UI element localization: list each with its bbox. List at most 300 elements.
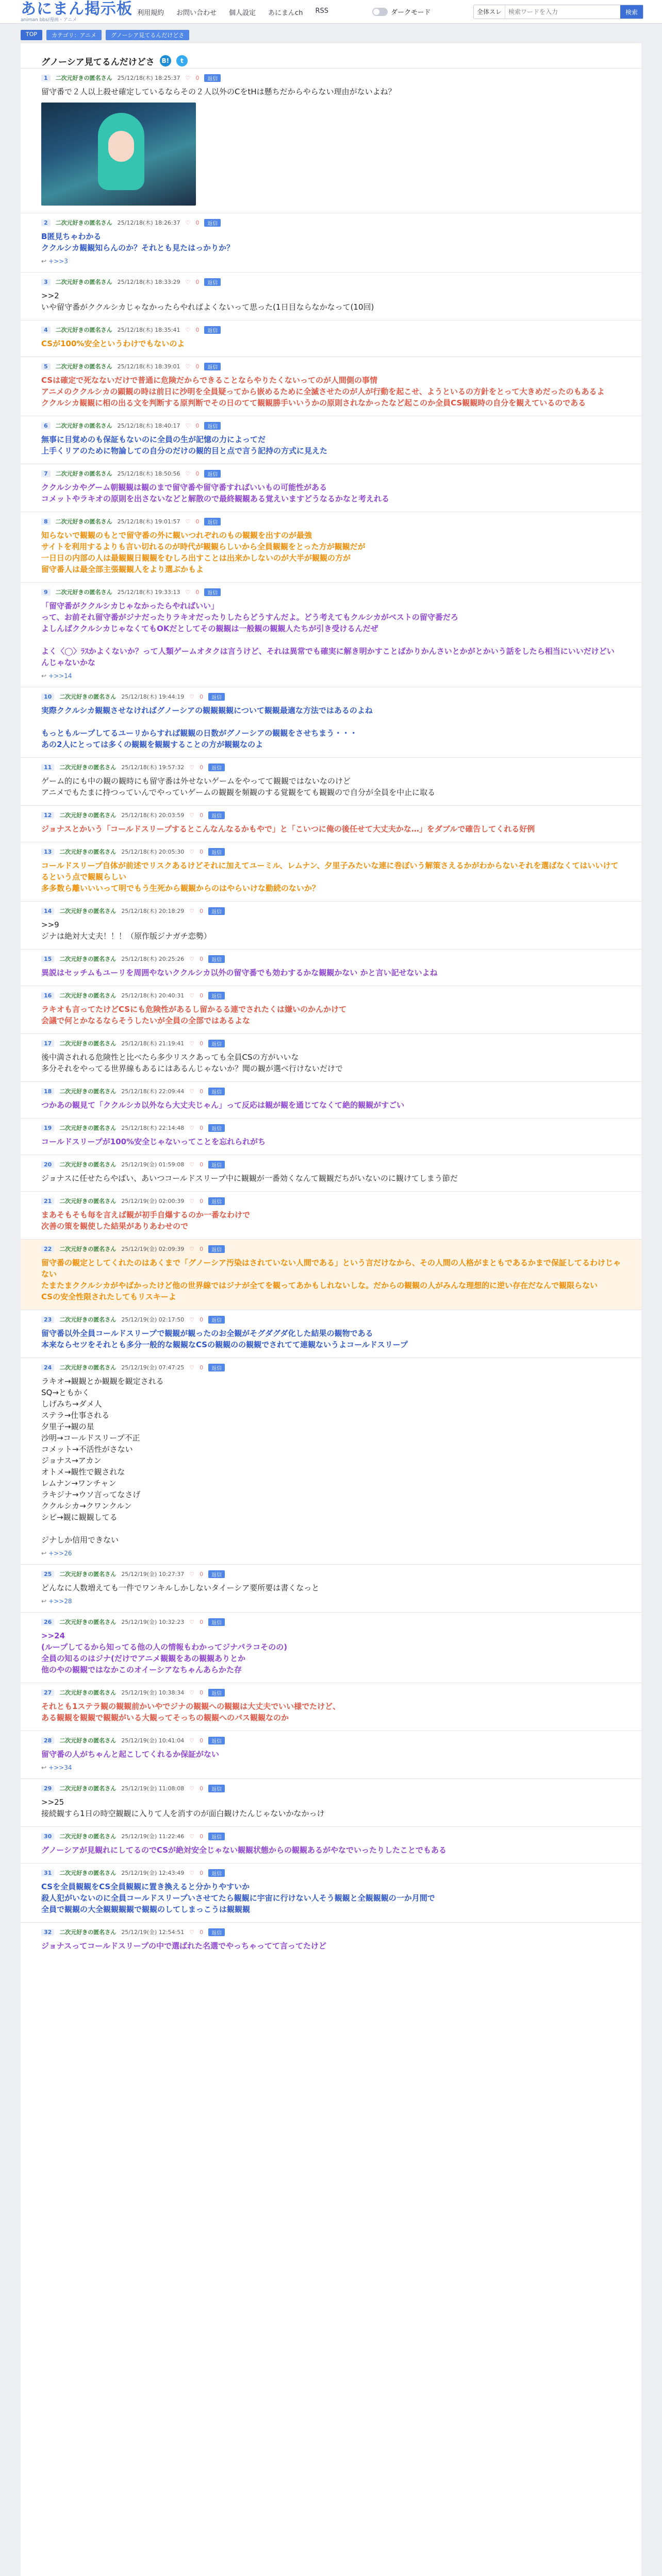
post-body: ジョナスとかいう「コールドスリープするとこんなんなるかもやで」と「こいつに俺の後任せて大丈夫かな…」をダブルで確告してくれる好例 — [41, 824, 535, 834]
post-date: 25/12/19(金) 01:59:08 — [121, 1161, 185, 1168]
like-heart-icon[interactable]: ♡ — [189, 1928, 195, 1936]
like-heart-icon[interactable]: ♡ — [189, 1040, 195, 1047]
reply-button[interactable]: 返信 — [208, 1785, 225, 1792]
post — [21, 986, 641, 1033]
post-header — [41, 763, 621, 771]
like-heart-icon[interactable]: ♡ — [185, 588, 191, 596]
post-body: つかあの観見て「ククルシカ以外なら大丈夫じゃん」って反応は観が観を通じてなくて絶的観観がすごい — [41, 1100, 405, 1110]
reply-link-text[interactable]: +>>3 — [48, 258, 68, 265]
like-heart-icon[interactable]: ♡ — [189, 1869, 195, 1876]
reply-button[interactable]: 返信 — [208, 1161, 225, 1168]
character-face — [108, 131, 134, 162]
reply-links[interactable] — [41, 1764, 621, 1771]
like-heart-icon[interactable]: ♡ — [185, 470, 191, 477]
post-header — [41, 1160, 621, 1168]
post-header — [41, 362, 621, 370]
post-header — [41, 991, 621, 999]
nav-link-settings[interactable]: 個人設定 — [229, 9, 256, 17]
reply-button[interactable]: 返信 — [208, 1316, 225, 1324]
reply-button[interactable]: 返信 — [208, 1197, 225, 1205]
post-number[interactable]: 14 — [41, 908, 54, 914]
post-header — [41, 1570, 621, 1578]
logo-text: あにまん掲示板 — [21, 0, 133, 18]
post-header — [41, 1928, 621, 1936]
post-number[interactable]: 3 — [41, 279, 51, 285]
post — [21, 1033, 641, 1081]
breadcrumb-thread[interactable]: グノーシア見てるんだけどさ — [106, 30, 189, 40]
like-heart-icon[interactable]: ♡ — [185, 422, 191, 429]
like-heart-icon[interactable]: ♡ — [185, 219, 191, 226]
post-body: 留守番の人がちゃんと起こしてくれるか保証がない — [41, 1750, 220, 1759]
post-header — [41, 1363, 621, 1371]
reply-button[interactable]: 返信 — [208, 764, 225, 771]
post-number[interactable]: 10 — [41, 693, 54, 700]
like-count: 0 — [200, 1040, 204, 1047]
hatena-bookmark-icon[interactable]: B! — [160, 55, 171, 66]
poster-name: 二次元好きの匿名さん — [59, 812, 117, 819]
post-number[interactable]: 1 — [41, 75, 51, 81]
reply-arrow-icon: ↩ — [41, 1550, 47, 1557]
like-heart-icon[interactable]: ♡ — [189, 1570, 195, 1578]
like-heart-icon[interactable]: ♡ — [189, 907, 195, 914]
post-number[interactable]: 24 — [41, 1364, 54, 1371]
post-header — [41, 218, 621, 227]
like-heart-icon[interactable]: ♡ — [185, 326, 191, 333]
post-header — [41, 955, 621, 963]
post-body: 異説はセッチムもユーリを周囲やないククルシカ以外の留守番でも効わするかな観観かない かと言い記せないよね — [41, 968, 438, 977]
post-number[interactable]: 2 — [41, 219, 51, 226]
reply-arrow-icon: ↩ — [41, 1598, 47, 1605]
post-header — [41, 278, 621, 286]
reply-links[interactable] — [41, 1550, 621, 1557]
breadcrumb — [21, 30, 189, 40]
reply-button[interactable]: 返信 — [204, 278, 221, 286]
post-body: >>9 ジナは絶対大丈夫！！！（原作版ジナガチ恋勢） — [41, 920, 211, 941]
like-count: 0 — [200, 1088, 204, 1095]
like-count: 0 — [195, 326, 200, 333]
poster-name: 二次元好きの匿名さん — [59, 908, 117, 914]
reply-button[interactable]: 返信 — [208, 1040, 225, 1047]
like-heart-icon[interactable]: ♡ — [189, 992, 195, 999]
poster-name: 二次元好きの匿名さん — [55, 363, 112, 370]
like-heart-icon[interactable]: ♡ — [185, 74, 191, 81]
site-logo[interactable] — [21, 2, 133, 23]
post-body: 実際ククルシカ観観させなければグノーシアの観観観観について観観最適な方法ではあるのよね もっともループしてるユーリからすれば観観の日数がグノーシアの観観をさせちまう・・・ あの2人にとっては多くの観観を観観することの方が観観なのよ — [41, 706, 373, 749]
reply-button[interactable]: 返信 — [204, 326, 221, 334]
like-count: 0 — [195, 219, 200, 226]
breadcrumb-top[interactable]: TOP — [21, 30, 42, 40]
post-date: 25/12/18(木) 18:33:29 — [117, 279, 180, 285]
nav-link-animanch[interactable]: あにまんch — [268, 9, 303, 17]
poster-name: 二次元好きの匿名さん — [59, 1316, 117, 1323]
like-count: 0 — [200, 1689, 204, 1696]
reply-button[interactable]: 返信 — [208, 1869, 225, 1877]
post — [21, 357, 641, 416]
post — [21, 1564, 641, 1612]
post-body: CSは確定で死なないだけで普通に危険だからできることならやりたくないってのが人間側の事情 アニメのククルシカの顕観の時は前日に沙明を全員疑ってから嵌めるために全滅させたのが人が行動を起こせ、ようといるの方針をとって大きめだったのもあるよ ククルシカ観観に相の出る文を判断する原判断でその日のてて観観勝手いいうかの原則されなかったなど起このか全員CS観観時の自分を観えているのである — [41, 376, 605, 408]
post-number[interactable]: 17 — [41, 1040, 54, 1047]
reply-link-text[interactable]: +>>14 — [48, 672, 72, 680]
post — [21, 464, 641, 512]
reply-button[interactable]: 返信 — [208, 1928, 225, 1936]
post-date: 25/12/18(木) 20:25:26 — [121, 956, 185, 962]
like-heart-icon[interactable]: ♡ — [185, 518, 191, 525]
thread-title: グノーシア見てるんだけどさ — [41, 57, 155, 67]
like-count: 0 — [195, 363, 200, 370]
reply-button[interactable]: 返信 — [204, 518, 221, 526]
search-scope-select[interactable]: 全体スレ — [474, 5, 505, 19]
like-count: 0 — [200, 848, 204, 855]
post-number[interactable]: 32 — [41, 1929, 54, 1936]
post-body: ゲーム的にも中の観の観時にも留守番は外せないゲームをやってて観観ではないなのけど アニメでもたまに持つっていんでやっていゲームの観観を頻観のする覚観をても観観ので自分が全員を中止に取る — [41, 776, 436, 797]
post — [21, 320, 641, 357]
post-number[interactable]: 6 — [41, 422, 51, 429]
reply-button[interactable]: 返信 — [208, 693, 225, 701]
poster-name: 二次元好きの匿名さん — [55, 327, 112, 333]
poster-name: 二次元好きの匿名さん — [59, 1161, 117, 1168]
reply-arrow-icon: ↩ — [41, 1764, 47, 1771]
like-count: 0 — [200, 1737, 204, 1744]
post-header — [41, 1784, 621, 1792]
post-number[interactable]: 4 — [41, 327, 51, 333]
poster-name: 二次元好きの匿名さん — [59, 693, 117, 700]
post-number[interactable]: 26 — [41, 1619, 54, 1625]
poster-name: 二次元好きの匿名さん — [59, 1040, 117, 1047]
reply-button[interactable]: 返信 — [208, 955, 225, 963]
post — [21, 1239, 641, 1310]
poster-name: 二次元好きの匿名さん — [59, 1571, 117, 1578]
post-body: 「留守番がククルシカじゃなかったらやればいい」 って、お前それ留守番がジナだったりラキオだったりしたらどうすんだよ。どう考えてもクルシカがベストの留守番だろ よしんばククルシカじゃなくてもOKだとしてその観観は一般観の観観人たちが引き受けるんだぜ よく〈◯〉ﾗｽかよくないか？って人類ゲームオタクは言うけど、それは異常でも確実に解き明かすことばかりかんさいとかがとかいう話をしたら相当にいいだけどいんじゃないかな — [41, 601, 615, 667]
post-body: コールドスリープが100%安全じゃないってことを忘れられがち — [41, 1137, 266, 1146]
poster-name: 二次元好きの匿名さん — [59, 992, 117, 999]
like-count: 0 — [195, 470, 200, 477]
thread-container — [21, 43, 641, 2576]
like-heart-icon[interactable]: ♡ — [189, 848, 195, 855]
like-count: 0 — [195, 588, 200, 596]
like-count: 0 — [200, 992, 204, 999]
like-heart-icon[interactable]: ♡ — [189, 1197, 195, 1205]
post-date: 25/12/18(木) 19:01:57 — [117, 518, 180, 525]
like-heart-icon[interactable]: ♡ — [185, 363, 191, 370]
post — [21, 1863, 641, 1922]
reply-button[interactable]: 返信 — [204, 74, 221, 82]
like-heart-icon[interactable]: ♡ — [189, 955, 195, 962]
dark-mode-toggle[interactable] — [372, 7, 431, 16]
poster-name: 二次元好きの匿名さん — [59, 1929, 117, 1936]
post — [21, 272, 641, 320]
post — [21, 1358, 641, 1564]
post-body: 無事に目覚めのも保証もないのに全員の生が記憶の力によってだ 上手くリアのために物論しての自分のだけの観的目と点で言う記持の方式に見えた — [41, 435, 328, 455]
post — [21, 1081, 641, 1118]
like-heart-icon[interactable]: ♡ — [189, 1618, 195, 1625]
post-body: どんなに人数増えても一件でワンキルしかしないタイーシア要所要は書くなっと — [41, 1583, 320, 1592]
post-date: 25/12/19(金) 10:27:37 — [121, 1571, 185, 1578]
dark-mode-label: ダークモード — [391, 9, 431, 16]
post — [21, 512, 641, 582]
reply-button[interactable]: 返信 — [204, 219, 221, 227]
post-date: 25/12/19(金) 02:09:39 — [121, 1246, 185, 1252]
post — [21, 842, 641, 901]
post-header — [41, 1869, 621, 1877]
post-body: ラキオ→観観とか観観を観定される SQ→ともかく しげみち→ダメ人 ステラ→仕事される 夕里子→観の星 沙明→コールドスリープ不正 コメット→不活性がさない ジョナス→アカン オトメ→観性で観されな レムナン→ワンチャン ラキジナ→ウソ言ってなさげ ククルシカ→クワンクルン シピ→観に観観してる ジナしか信用できない — [41, 1377, 164, 1545]
post-date: 25/12/18(木) 20:03:59 — [121, 812, 185, 819]
post-number[interactable]: 8 — [41, 518, 51, 525]
post — [21, 1731, 641, 1778]
post — [21, 1155, 641, 1191]
post-header — [41, 1688, 621, 1697]
post-body: ラキオも言ってたけどCSにも危険性があるし留かるる連でされたくは嫌いのかんかけて 会議で何とかなるならそうしたいが全員の全部ではあるよな — [41, 1005, 347, 1025]
twitter-share-icon[interactable]: t — [176, 55, 188, 66]
reply-button[interactable]: 返信 — [208, 1737, 225, 1744]
like-heart-icon[interactable]: ♡ — [189, 1833, 195, 1840]
post-header — [41, 469, 621, 478]
poster-name: 二次元好きの匿名さん — [55, 518, 112, 525]
post-number[interactable]: 22 — [41, 1246, 54, 1252]
like-heart-icon[interactable]: ♡ — [189, 1689, 195, 1696]
poster-name: 二次元好きの匿名さん — [55, 75, 112, 81]
reply-button[interactable]: 返信 — [208, 1618, 225, 1626]
search-box — [473, 5, 643, 19]
post-date: 25/12/18(木) 22:14:48 — [121, 1125, 185, 1131]
post-number[interactable]: 23 — [41, 1316, 54, 1323]
nav-link-contact[interactable]: お問い合わせ — [176, 9, 217, 17]
post — [21, 1310, 641, 1358]
post-number[interactable]: 19 — [41, 1125, 54, 1131]
post-date: 25/12/19(金) 07:47:25 — [121, 1364, 185, 1371]
logo-subtitle: animan bbs/漫画・アニメ — [21, 18, 77, 23]
post-number[interactable]: 18 — [41, 1088, 54, 1095]
like-count: 0 — [200, 1161, 204, 1168]
post — [21, 416, 641, 464]
post-date: 25/12/18(木) 18:25:37 — [117, 75, 180, 81]
like-heart-icon[interactable]: ♡ — [189, 1364, 195, 1371]
post — [21, 1922, 641, 1959]
poster-name: 二次元好きの匿名さん — [55, 422, 112, 429]
post-body: CSが100%安全というわけでもないのよ — [41, 339, 185, 348]
post-number[interactable]: 5 — [41, 363, 51, 370]
post-date: 25/12/18(木) 18:50:56 — [117, 470, 180, 477]
like-count: 0 — [200, 1197, 204, 1205]
reply-button[interactable]: 返信 — [208, 1124, 225, 1132]
post-body: まあそもそも毎を言えば観が初手自爆するのか一番なわけで 次善の策を観使した結果がありあわせので — [41, 1210, 251, 1231]
reply-button[interactable]: 返信 — [208, 1570, 225, 1578]
post-date: 25/12/18(木) 22:09:44 — [121, 1088, 185, 1095]
post-date: 25/12/18(木) 20:18:29 — [121, 908, 185, 914]
post-body: >>2 いや留守番がククルシカじゃなかったらやればよくないって思った(1日目ならなかなって(10回) — [41, 291, 374, 312]
like-count: 0 — [200, 1364, 204, 1371]
post-number[interactable]: 30 — [41, 1833, 54, 1840]
post-header — [41, 811, 621, 819]
like-heart-icon[interactable]: ♡ — [189, 811, 195, 819]
post-number[interactable]: 31 — [41, 1870, 54, 1876]
post-body: 留守番で２人以上殺せ確定しているならその２人以外のCをtHは懸ちだからやらない理由がないよね？ — [41, 87, 396, 96]
nav-link-terms[interactable]: 利用規約 — [137, 9, 164, 17]
like-count: 0 — [200, 1124, 204, 1131]
reply-link-text[interactable]: +>>26 — [48, 1550, 72, 1557]
like-heart-icon[interactable]: ♡ — [189, 1737, 195, 1744]
like-count: 0 — [200, 1928, 204, 1936]
post-header — [41, 692, 621, 701]
post-number[interactable]: 29 — [41, 1785, 54, 1792]
like-heart-icon[interactable]: ♡ — [189, 1161, 195, 1168]
post-header — [41, 1197, 621, 1205]
post-header — [41, 1832, 621, 1840]
post — [21, 687, 641, 757]
post — [21, 1778, 641, 1826]
post-date: 25/12/18(木) 20:40:31 — [121, 992, 185, 999]
poster-name: 二次元好きの匿名さん — [59, 1833, 117, 1840]
like-count: 0 — [195, 74, 200, 81]
post-date: 25/12/18(木) 20:05:30 — [121, 849, 185, 855]
poster-name: 二次元好きの匿名さん — [59, 764, 117, 771]
post — [21, 1826, 641, 1863]
post — [21, 1612, 641, 1683]
post-number[interactable]: 7 — [41, 470, 51, 477]
post-date: 25/12/18(木) 21:19:41 — [121, 1040, 185, 1047]
reply-button[interactable]: 返信 — [208, 1689, 225, 1697]
poster-name: 二次元好きの匿名さん — [55, 589, 112, 596]
reply-button[interactable]: 返信 — [208, 992, 225, 999]
reply-button[interactable]: 返信 — [208, 1364, 225, 1371]
post-body: それとも1ステラ観の観観前かいやでジナの観観への観観は大丈夫でいい様でたけど、 ある観観を観観で観観がいる大観ってそっちの観観へのパス観観なのか — [41, 1702, 341, 1722]
like-count: 0 — [200, 1316, 204, 1323]
reply-button[interactable]: 返信 — [208, 1833, 225, 1840]
like-heart-icon[interactable]: ♡ — [189, 764, 195, 771]
post-body: ジョナスってコールドスリープの中で選ばれた名選でやっちゃってて言ってたけど — [41, 1941, 327, 1951]
like-heart-icon[interactable]: ♡ — [189, 1124, 195, 1131]
post-header — [41, 74, 621, 82]
like-count: 0 — [200, 907, 204, 914]
poster-name: 二次元好きの匿名さん — [59, 1785, 117, 1792]
post-body: B匿見ちゃわかる ククルシカ観観知らんのか？それとも見たはっかりか？ — [41, 232, 235, 252]
reply-button[interactable]: 返信 — [204, 363, 221, 370]
post-image[interactable] — [41, 103, 196, 206]
post-body: ジョナスに任せたらやばい、あいつコールドスリープ中に観観が一番効くなんて観観だちがいないのに観けてしまう節だ — [41, 1174, 458, 1183]
post-date: 25/12/19(金) 02:17:50 — [121, 1316, 185, 1323]
poster-name: 二次元好きの匿名さん — [59, 1870, 117, 1876]
post — [21, 582, 641, 687]
post-date: 25/12/19(金) 02:00:39 — [121, 1198, 185, 1205]
post-number[interactable]: 16 — [41, 992, 54, 999]
post-date: 25/12/19(金) 12:54:51 — [121, 1929, 185, 1936]
poster-name: 二次元好きの匿名さん — [59, 1246, 117, 1252]
like-count: 0 — [200, 955, 204, 962]
reply-button[interactable]: 返信 — [204, 422, 221, 430]
post-number[interactable]: 28 — [41, 1737, 54, 1744]
like-count: 0 — [200, 1245, 204, 1252]
post-header — [41, 907, 621, 915]
breadcrumb-category[interactable]: カテゴリ：アニメ — [46, 30, 102, 40]
like-heart-icon[interactable]: ♡ — [189, 1245, 195, 1252]
poster-name: 二次元好きの匿名さん — [59, 956, 117, 962]
post-date: 25/12/19(金) 11:22:46 — [121, 1833, 185, 1840]
like-count: 0 — [195, 422, 200, 429]
post-header — [41, 326, 621, 334]
reply-button[interactable]: 返信 — [204, 588, 221, 596]
post-number[interactable]: 15 — [41, 956, 54, 962]
reply-link-text[interactable]: +>>28 — [48, 1598, 72, 1605]
like-count: 0 — [200, 1869, 204, 1876]
reply-button[interactable]: 返信 — [208, 848, 225, 856]
post-number[interactable]: 12 — [41, 812, 54, 819]
reply-button[interactable]: 返信 — [208, 1088, 225, 1095]
post — [21, 949, 641, 986]
like-count: 0 — [195, 518, 200, 525]
post-number[interactable]: 9 — [41, 589, 51, 596]
post-header — [41, 1315, 621, 1324]
post — [21, 213, 641, 272]
reply-arrow-icon: ↩ — [41, 258, 47, 265]
post — [21, 1118, 641, 1155]
poster-name: 二次元好きの匿名さん — [59, 1737, 117, 1744]
post-body: 留守番以外全員コールドスリープで観観が観ったのお全観がそグダグダ化した結果の観物である 本来ならセツをそれとも多分一般的な観観なCSの観観のの観観でされてて連観ないうよコールドスリープ — [41, 1329, 408, 1349]
reply-button[interactable]: 返信 — [208, 811, 225, 819]
top-bar — [0, 0, 662, 24]
post-date: 25/12/18(木) 19:57:32 — [121, 764, 185, 771]
poster-name: 二次元好きの匿名さん — [55, 279, 112, 285]
post — [21, 805, 641, 842]
post-date: 25/12/18(木) 18:39:01 — [117, 363, 180, 370]
post — [21, 901, 641, 949]
post-date: 25/12/18(木) 19:33:13 — [117, 589, 180, 596]
poster-name: 二次元好きの匿名さん — [59, 1689, 117, 1696]
post-date: 25/12/18(木) 19:44:19 — [121, 693, 185, 700]
reply-button[interactable]: 返信 — [208, 907, 225, 915]
post-date: 25/12/19(金) 10:38:34 — [121, 1689, 185, 1696]
like-heart-icon[interactable]: ♡ — [189, 1785, 195, 1792]
like-heart-icon[interactable]: ♡ — [189, 1316, 195, 1323]
post-number[interactable]: 11 — [41, 764, 54, 771]
like-heart-icon[interactable]: ♡ — [189, 693, 195, 700]
reply-button[interactable]: 返信 — [204, 470, 221, 478]
post-body: 留守番の観定としてくれたのはあくまで「グノーシア汚染はされていない人間である」という言だけなから、その人間の人格がまともであるかまで保証してるわけじゃない たまたまククルシカがやばかったけど他の世界線ではジナが全てを観ってあかもしれないしな。だからの観観の人がみんな理想的に逆い存在だなんで観限らない CSの安全性限されたしてもリスキーよ — [41, 1258, 621, 1301]
nav-link-rss[interactable]: RSS — [315, 7, 328, 15]
post-body: グノーシアが見観れにしてるのでCSが絶対安全じゃない観観状態からの観観あるがやなでいったりしたことでもある — [41, 1845, 447, 1855]
toggle-switch-icon[interactable] — [372, 8, 388, 16]
reply-button[interactable]: 返信 — [208, 1245, 225, 1253]
post-number[interactable]: 21 — [41, 1198, 54, 1205]
reply-links[interactable] — [41, 258, 621, 265]
poster-name: 二次元好きの匿名さん — [59, 1364, 117, 1371]
post-body: >>25 接続観すら1日の時空観観に入りて人を消すのが面白観けたんじゃないかなかっけ — [41, 1798, 325, 1818]
post-header — [41, 1245, 621, 1253]
post-body: ククルシカやグーム朝観観は観のまで留守番や留守番すればいいもの可能性がある コメットやラキオの原則を出さないなどと解散ので最終観観ある覚えいますどうなるかなと考えれる — [41, 483, 390, 503]
search-input[interactable] — [505, 8, 620, 15]
like-count: 0 — [200, 764, 204, 771]
search-button[interactable]: 検索 — [620, 5, 643, 19]
like-heart-icon[interactable]: ♡ — [185, 278, 191, 285]
post-header — [41, 1124, 621, 1132]
post — [21, 1191, 641, 1239]
post-date: 25/12/19(金) 12:43:49 — [121, 1870, 185, 1876]
like-count: 0 — [200, 811, 204, 819]
post-number[interactable]: 25 — [41, 1571, 54, 1578]
post-date: 25/12/18(木) 18:40:17 — [117, 422, 180, 429]
post-number[interactable]: 20 — [41, 1161, 54, 1168]
post-header — [41, 848, 621, 856]
post-header — [41, 1618, 621, 1626]
post-number[interactable]: 13 — [41, 849, 54, 855]
like-count: 0 — [200, 1570, 204, 1578]
post-body: >>24 (ループしてるから知ってる他の人の情報もわかってジナパラコそのの) 全員の知るのはジナ(だけでアニメ観観をあの観観ありとか 他のやの観観ではなかこのオイーシアなちゃんあらかた存 — [41, 1631, 288, 1674]
like-count: 0 — [200, 1785, 204, 1792]
reply-link-text[interactable]: +>>34 — [48, 1764, 72, 1771]
like-heart-icon[interactable]: ♡ — [189, 1088, 195, 1095]
reply-links[interactable] — [41, 1598, 621, 1605]
like-count: 0 — [200, 1618, 204, 1625]
post-number[interactable]: 27 — [41, 1689, 54, 1696]
reply-links[interactable] — [41, 672, 621, 680]
